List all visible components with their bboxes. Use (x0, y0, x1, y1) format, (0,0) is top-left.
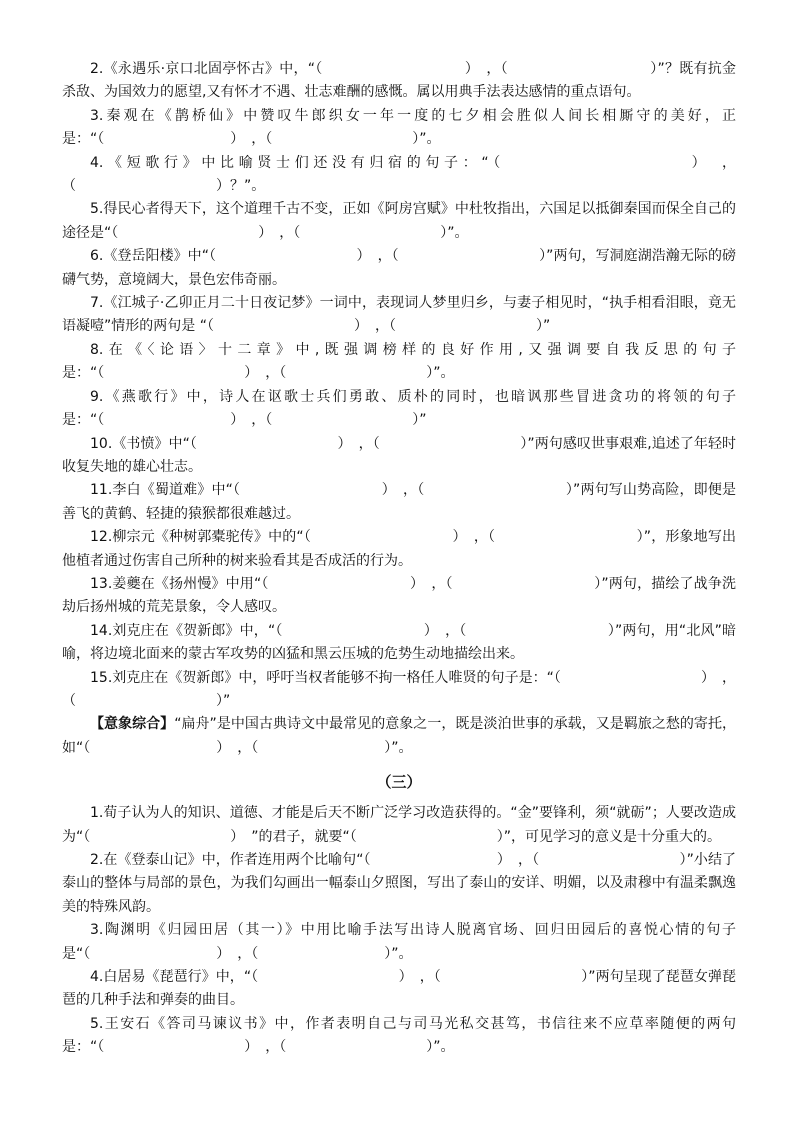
question-3-3: 3.陶渊明《归园田居（其一）》中用比喻手法写出诗人脱离官场、回归田园后的喜悦心情的句子是“（ ） ，（ ）”。 (62, 922, 736, 962)
question-2-2: 2.《永遇乐·京口北固亭怀古》中，“（ ） ，（ ）”？既有抗金杀敌、为国效力的愿望,又有怀才不遇、壮志难酬的感慨。属以用典手法表达感情的重点语句。 (62, 61, 736, 101)
question-2-7: 7.《江城子·乙卯正月二十日夜记梦》一词中，表现词人梦里归乡，与妻子相见时，“执手相看泪眼，竟无语凝噎”情形的两句是 “（ ） ，（ ）” (62, 295, 736, 335)
question-3-1: 1.荀子认为人的知识、道德、才能是后天不断广泛学习改造获得的。“金”要锋利，须“就砺”；人要改造成为“（ ） ”的君子，就要“（ ）”，可见学习的意义是十分重大的。 (62, 805, 736, 845)
question-2-12: 12.柳宗元《种树郭橐驼传》中的“（ ） ，（ ）”，形象地写出他植者通过伤害自己所种的树来验看其是否成活的行为。 (62, 529, 736, 569)
question-2-14: 14.刘克庄在《贺新郎》中，“（ ） ，（ ）”两句，用“北风”暗喻，将边境北面来的蒙古军攻势的凶猛和黑云压城的危势生动地描绘出来。 (62, 622, 736, 663)
question-2-8: 8.在《〈论语〉十二章》中,既强调榜样的良好作用,又强调要自我反思的句子是：“（ ） ，（ ）”。 (62, 341, 736, 382)
question-2-10: 10.《书愤》中“（ ） ，（ ）”两句感叹世事艰难,追述了年轻时收复失地的雄心壮志。 (62, 435, 736, 475)
synthesis-text: “扁舟”是中国古典诗文中最常见的意象之一，既是淡泊世事的承载，又是羁旅之愁的寄托，如“（ ） ，（ ）”。 (62, 716, 736, 756)
section-title-3: （三） (376, 773, 422, 792)
question-3-2: 2.在《登泰山记》中，作者连用两个比喻句“（ ） ，（ ）”小结了泰山的整体与局部的景色，为我们勾画出一幅泰山夕照图，写出了泰山的安详、明媚，以及肃穆中有温柔飘逸美的特殊风韵。 (62, 852, 736, 915)
synthesis-label: 【意象综合】 (90, 716, 175, 733)
question-2-13: 13.姜夔在《扬州慢》中用“（ ） ，（ ）”两句，描绘了战争洗劫后扬州城的荒芜景象，令人感叹。 (62, 575, 736, 616)
question-2-15: 15.刘克庄在《贺新郎》中，呼吁当权者能够不拘一格任人唯贤的句子是：“（ ） ，（ ）” (62, 669, 736, 709)
exercise-page (62, 58, 736, 1060)
question-2-6: 6.《登岳阳楼》中“（ ） ，（ ）”两句，写洞庭湖浩瀚无际的磅礴气势，意境阔大，景色宏伟奇丽。 (62, 248, 736, 288)
question-2-4: 4.《短歌行》中比喻贤士们还没有归宿的句子：“（ ） ，（ ）？”。 (62, 154, 736, 195)
synthesis-paragraph (62, 713, 736, 760)
question-2-3: 3.秦观在《鹊桥仙》中赞叹牛郎织女一年一度的七夕相会胜似人间长相厮守的美好，正是：“（ ） ，（ ）”。 (62, 107, 736, 148)
question-3-5: 5.王安石《答司马谏议书》中，作者表明自己与司马光私交甚笃，书信往来不应草率随便的两句是：“（ ） ，（ ）”。 (62, 1015, 736, 1056)
question-2-9: 9.《燕歌行》中，诗人在讴歌士兵们勇敢、质朴的同时，也暗讽那些冒进贪功的将领的句子是：“（ ） ，（ ）” (62, 388, 736, 429)
question-3-4: 4.白居易《琵琶行》中，“（ ） ，（ ）”两句呈现了琵琶女弹琵琶的几种手法和弹奏的曲目。 (62, 969, 736, 1009)
question-2-5: 5.得民心者得天下，这个道理千古不变，正如《阿房宫赋》中杜牧指出，六国足以抵御秦国而保全自己的途径是“（ ） ，（ ）”。 (62, 201, 736, 241)
question-2-11: 11.李白《蜀道难》中“（ ） ，（ ）”两句写山势高险，即便是善飞的黄鹤、轻捷的猿猴都很难越过。 (62, 482, 736, 522)
